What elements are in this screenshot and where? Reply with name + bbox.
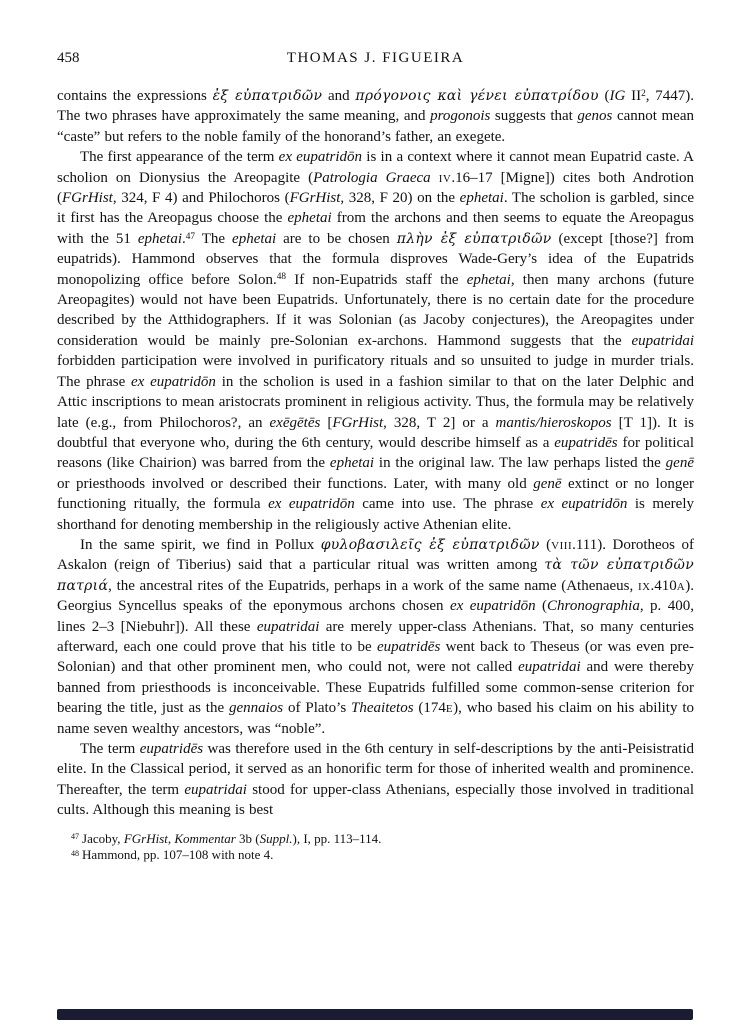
- text-run: FGrHist: [123, 830, 168, 846]
- text-run: II: [625, 88, 642, 104]
- text-run: ephetai: [232, 230, 277, 247]
- text-run: ex eupatridōn: [131, 373, 216, 390]
- text-run: In the same spirit, we find in Pollux: [80, 536, 321, 553]
- footnotes: [57, 831, 694, 865]
- footnote: [57, 847, 694, 864]
- text-run: .410: [650, 577, 677, 594]
- text-run: .111). Dorotheos of Askalon (reign of Tiberius) said that a particular ritual was written among: [57, 536, 694, 574]
- text-run: for political reasons (like Chairion) was barred from the: [57, 434, 694, 472]
- text-run: progonois: [430, 108, 491, 125]
- text-run: are merely upper-class Athenians. That, so many centuries afterward, each one could prove that his title to be: [57, 618, 694, 655]
- text-run: ). Georgius Syncellus speaks of the eponymous archons chosen: [57, 577, 694, 615]
- text-run: [: [320, 414, 333, 431]
- text-run: The term: [80, 741, 140, 757]
- text-run: came into use. The phrase: [354, 496, 541, 513]
- text-run: eupatridēs: [376, 638, 441, 655]
- body-paragraphs: [57, 86, 694, 821]
- text-run: forbidden participation were involved in purificatory rituals and so unsuited to judge in murder trials. The phrase: [57, 353, 694, 390]
- text-run: Jacoby,: [82, 830, 124, 846]
- text-run: Suppl.: [259, 830, 293, 846]
- text-run: 2: [641, 88, 646, 99]
- text-run: viii: [551, 536, 573, 553]
- text-run: contains the expressions: [57, 88, 213, 104]
- page-number: 458: [57, 50, 80, 66]
- text-run: (174: [413, 700, 446, 717]
- text-run: 47: [185, 231, 196, 242]
- text-run: 48: [276, 272, 286, 283]
- page-header: [57, 50, 694, 70]
- text-run: Chronographia: [547, 598, 640, 615]
- text-run: went back to Theseus (or was even pre-Solonian) and that other prominent men, who could not, were not called: [57, 638, 694, 676]
- text-run: (: [539, 536, 552, 553]
- text-run: and were thereby banned from priesthoods is inconceivable. These Eupatrids fulfilled some common-sense criterion for bearing the title, just as the: [57, 659, 695, 717]
- text-run: .: [182, 230, 186, 247]
- text-run: in the scholion is used in a fashion similar to that on the later Delphic and Attic inscriptions to mean aristocrats prominent in religious activity. Thus, the formula may be relatively late (e.g., from Philochoros?, an: [57, 373, 694, 431]
- text-run: IG: [609, 88, 626, 104]
- text-run: gennaios: [228, 700, 284, 717]
- text-run: .16–17 [Migne]) cites both Androtion (: [57, 169, 694, 207]
- text-run: cannot mean “caste” but refers to the noble family of the honorand’s father, an exegete.: [57, 108, 694, 145]
- text-run: ephetai: [137, 230, 183, 247]
- running-head: THOMAS J. FIGUEIRA: [286, 50, 465, 66]
- text-run: ephetai: [459, 190, 504, 207]
- footnote-marker: 47: [71, 832, 80, 841]
- text-run: ex eupatridōn: [268, 496, 355, 513]
- text-run: and: [322, 88, 356, 104]
- text-run: of Plato’s: [283, 700, 352, 717]
- text-run: e: [445, 700, 454, 717]
- footnote: [57, 831, 694, 848]
- text-run: FGrHist: [62, 190, 113, 207]
- text-run: Patrologia Graeca: [313, 169, 431, 186]
- text-run: from the archons and then seems to equate the Areopagus with the 51: [57, 210, 694, 247]
- text-run: exēgētēs: [269, 414, 321, 431]
- footnote-marker: 48: [71, 848, 80, 858]
- text-run: eupatridai: [184, 781, 247, 798]
- paragraph: [57, 535, 694, 739]
- text-run: genē: [665, 455, 694, 472]
- text-run: , 324, F 4) and Philochoros (: [112, 190, 290, 207]
- text-run: is merely shorthand for denoting membership in the religiously active Athenian elite.: [57, 496, 695, 533]
- text-run: If non-Eupatrids staff the: [286, 271, 467, 288]
- text-run: ), I, pp. 113–114.: [292, 830, 382, 846]
- paragraph: [57, 86, 694, 147]
- text-run: eupatridēs: [139, 741, 204, 757]
- text-run: is in a context where it cannot mean Eupatrid caste. A scholion on Dionysius the Areopagite (: [57, 149, 694, 186]
- text-run: , the ancestral rites of the Eupatrids, perhaps in a work of the same name (Athenaeus,: [108, 577, 638, 594]
- paragraph: [57, 739, 694, 821]
- text-run: , 328, F 20) on the: [340, 190, 460, 207]
- text-run: The: [195, 230, 233, 247]
- text-run: FGrHist: [332, 414, 384, 431]
- text-run: ephetai: [466, 271, 511, 288]
- text-run: ex eupatridōn: [540, 496, 628, 513]
- text-run: mantis/hieroskopos: [495, 414, 612, 431]
- text-run: , 7447). The two phrases have approximately the same meaning, and: [57, 88, 695, 125]
- text-run: ephetai: [329, 455, 375, 472]
- text-run: iv: [438, 169, 452, 186]
- text-run: [431, 170, 439, 186]
- text-run: The first appearance of the term: [80, 149, 279, 166]
- text-run: are to be chosen: [276, 230, 397, 247]
- text-run: extinct or no longer functioning ritually, the formula: [57, 475, 694, 513]
- text-run: . The scholion is garbled, since it first has the Areopagus choose the: [57, 190, 694, 227]
- text-run: eupatridai: [518, 659, 581, 676]
- body-text: [57, 86, 694, 864]
- text-run: suggests that: [490, 108, 578, 125]
- text-run: eupatridēs: [554, 434, 618, 451]
- text-run: , p. 400, lines 2–3 [Niebuhr]). All these: [57, 598, 694, 635]
- text-run: ephetai: [287, 210, 332, 227]
- text-run: τὰ τῶν εὐπατριδῶν πατριά: [57, 557, 694, 594]
- text-run: genē: [533, 475, 562, 492]
- text-run: 3b (: [235, 830, 260, 846]
- text-run: in the original law. The law perhaps listed the: [374, 455, 666, 472]
- text-run: ,: [167, 830, 175, 846]
- text-run: [T 1]). It is doubtful that everyone who, during the 6th century, would describe himself as a: [57, 414, 694, 451]
- text-run: φυλοβασιλεῖς ἐξ εὐπατριδῶν: [320, 536, 540, 553]
- text-run: , then many archons (future Areopagites) would not have been Eupatrids. Unfortunately, there is no certain date for the procedure described by the Atthidographers. If it was Solonian (as Jacoby conjectures), the Areopagites under consideration would be mainly pre-Solonian ex-archons. Hammond suggests that the: [57, 271, 695, 349]
- text-run: genos: [577, 108, 613, 125]
- text-run: FGrHist: [289, 190, 341, 207]
- text-run: (except [those?] from eupatrids). Hammond observes that the formula disproves Wade-Gery’s idea of the Eupatrids monopolizing office before Solon.: [57, 230, 694, 288]
- text-run: πρόγονοις καὶ γένει εὐπατρίδου: [355, 88, 599, 104]
- text-run: Theaitetos: [351, 700, 414, 717]
- text-run: , 328, T 2] or a: [383, 414, 496, 431]
- text-run: (: [598, 88, 610, 104]
- text-run: ix: [637, 577, 651, 594]
- text-run: ex eupatridōn: [449, 598, 536, 615]
- text-run: was therefore used in the 6th century in self-descriptions by the anti-Peisistratid elite. In the Classical period, it served as an honorific term for those of inherited wealth and prominence. Thereafter, the term: [57, 741, 694, 798]
- text-run: or priesthoods involved or described their functions. Later, with many old: [57, 475, 534, 492]
- text-run: eupatridai: [631, 332, 694, 349]
- text-run: ), who based his claim on his ability to name seven wealthy ancestors, was “noble”.: [57, 700, 694, 737]
- text-run: Hammond, pp. 107–108 with note 4.: [82, 847, 274, 863]
- paragraph: [57, 147, 694, 535]
- text-run: a: [676, 577, 686, 594]
- text-run: (: [535, 598, 548, 615]
- text-run: stood for upper-class Athenians, especially those involved in traditional cults. Although this meaning is best: [57, 781, 694, 819]
- scan-artifact-bar: [57, 1009, 693, 1020]
- text-run: ἐξ εὐπατριδῶν: [212, 88, 323, 104]
- text-run: Kommentar: [174, 830, 236, 846]
- text-run: πλὴν ἐξ εὐπατριδῶν: [396, 230, 552, 247]
- text-run: eupatridai: [256, 618, 320, 635]
- text-run: ex eupatridōn: [278, 149, 363, 166]
